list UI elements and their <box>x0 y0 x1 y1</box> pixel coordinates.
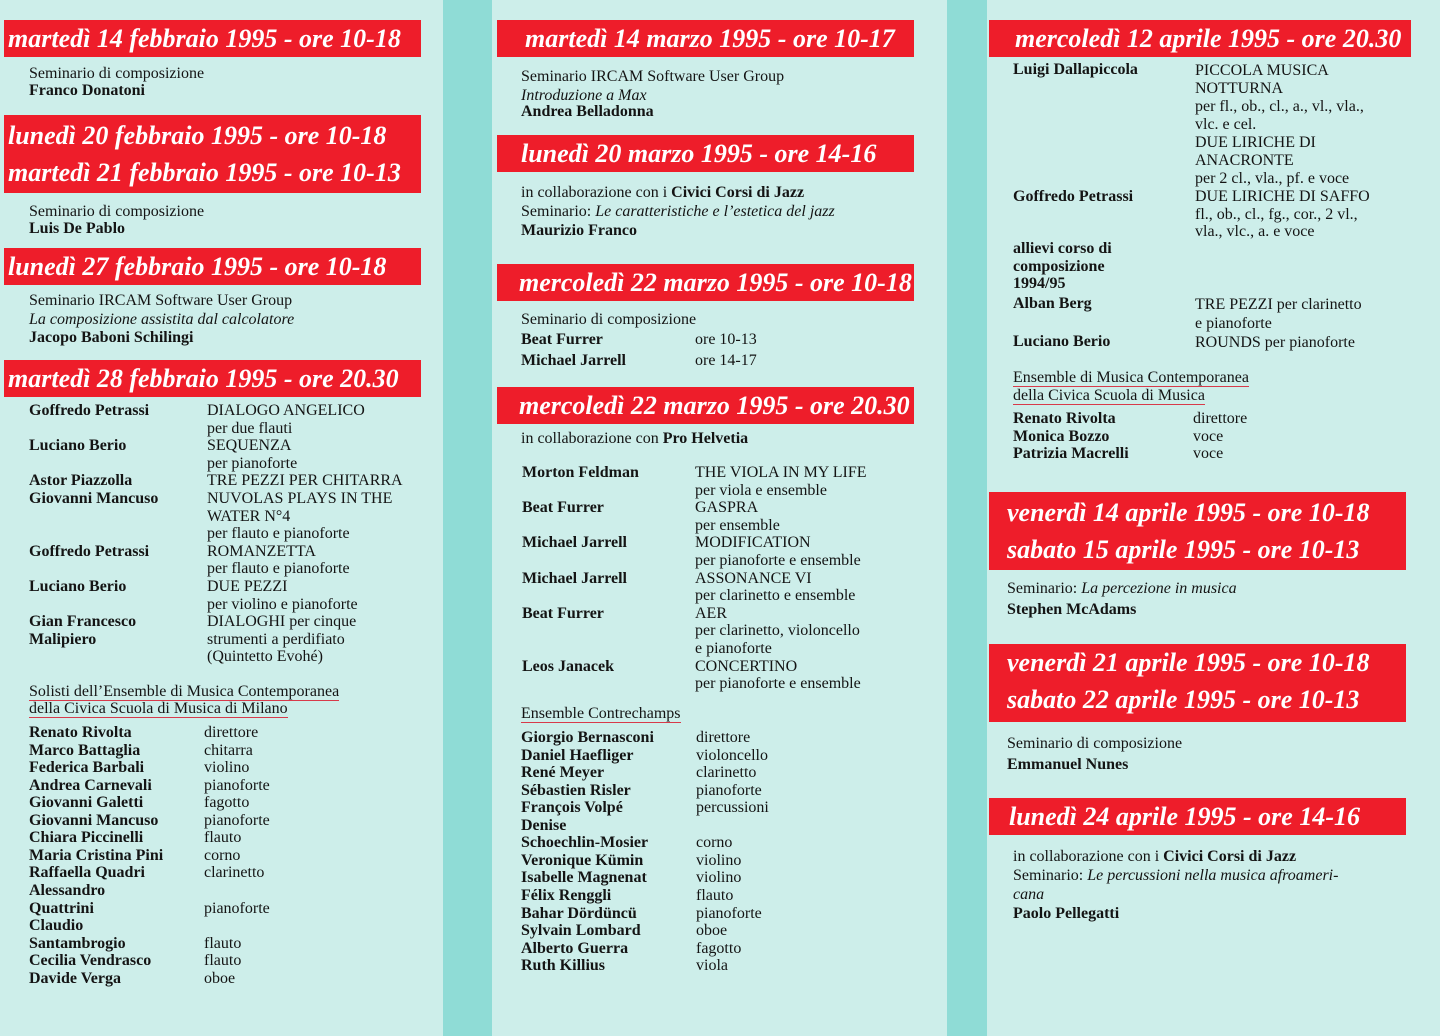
work-title: per viola e ensemble <box>695 481 827 499</box>
composer-name: Malipiero <box>29 630 97 648</box>
ensemble-line: della Civica Scuola di Musica <box>1013 387 1205 404</box>
work-title: SEQUENZA <box>207 437 292 455</box>
work-title: ROUNDS per pianoforte <box>1195 334 1355 351</box>
work-title: ANACRONTE <box>1195 152 1294 169</box>
performer-role: percussioni <box>696 799 769 817</box>
performer-role: direttore <box>1193 410 1248 427</box>
work-title: PICCOLA MUSICA <box>1195 62 1329 79</box>
seminar-type: Seminario IRCAM Software User Group <box>29 292 293 309</box>
seminar-topic: La percezione in musica <box>1081 580 1237 597</box>
composer-name: Goffredo Petrassi <box>1013 188 1134 205</box>
composer-name: Morton Feldman <box>522 464 639 481</box>
performer-name: Federica Barbali <box>29 759 145 777</box>
ensemble-name <box>29 683 339 701</box>
performer-role: flauto <box>696 886 734 904</box>
composer-name: Luciano Berio <box>29 578 127 595</box>
performer-name: Sébastien Risler <box>521 781 631 799</box>
date-line: sabato 15 aprile 1995 - ore 10-13 <box>1007 535 1360 564</box>
performer-role: pianoforte <box>204 776 270 794</box>
work-title: NOTTURNA <box>1195 80 1283 97</box>
collab-org: Civici Corsi di Jazz <box>671 184 805 201</box>
date-banner <box>989 644 1406 722</box>
performer-name: Renato Rivolta <box>29 724 132 741</box>
work-title: DUE LIRICHE DI SAFFO <box>1195 188 1370 205</box>
seminar-topic-line <box>1007 580 1237 598</box>
performer-name: Davide Verga <box>29 969 121 987</box>
performer-role: violino <box>204 759 250 777</box>
seminar-prefix: Seminario: <box>521 203 596 220</box>
work-title: per 2 cl., vla., pf. e voce <box>1195 170 1350 187</box>
performer-role: pianoforte <box>204 811 270 829</box>
seminar-prefix: Seminario: <box>1013 867 1088 884</box>
lecturer-name: Paolo Pellegatti <box>1013 905 1120 922</box>
work-title: per pianoforte e ensemble <box>695 675 861 693</box>
collaboration-line <box>521 430 748 448</box>
work-title: per clarinetto e ensemble <box>695 587 856 605</box>
date-banner: lunedì 20 marzo 1995 - ore 14-16 <box>497 135 914 172</box>
date-banner: mercoledì 12 aprile 1995 - ore 20.30 <box>989 20 1411 57</box>
performer-role: voce <box>1193 427 1224 445</box>
students-line: 1994/95 <box>1013 275 1066 292</box>
performer-role: chitarra <box>204 741 253 759</box>
composer-name: Leos Janacek <box>522 657 614 675</box>
work-title: vlc. e cel. <box>1195 116 1257 133</box>
work-title: DIALOGHI per cinque <box>207 613 357 631</box>
work-title: strumenti a perdifiato <box>207 630 345 648</box>
performer-name: François Volpé <box>521 799 623 817</box>
seminar-topic-line <box>521 203 835 221</box>
performer-name: Quattrini <box>29 899 94 917</box>
composer-name: Astor Piazzolla <box>29 472 133 490</box>
performer-name: Cecilia Vendrasco <box>29 952 152 970</box>
performer-name: Giorgio Bernasconi <box>521 729 654 746</box>
fold-rail-2 <box>947 0 987 1036</box>
performer-name: Renato Rivolta <box>1013 410 1116 427</box>
students-line: allievi corso di <box>1013 240 1112 257</box>
work-title: ASSONANCE VI <box>695 569 812 587</box>
performer-role: direttore <box>696 729 751 746</box>
composer-name: Michael Jarrell <box>522 534 627 552</box>
seminar-type: Seminario di composizione <box>29 203 205 220</box>
performer-name: Marco Battaglia <box>29 741 141 759</box>
lecturer-name: Stephen McAdams <box>1007 601 1137 618</box>
performer-name: Alberto Guerra <box>521 939 629 957</box>
performer-role: oboe <box>204 969 236 987</box>
work-title: CONCERTINO <box>695 657 798 675</box>
composer-name: Goffredo Petrassi <box>29 542 150 560</box>
date-banner: martedì 14 marzo 1995 - ore 10-17 <box>497 20 914 57</box>
performer-role: fagotto <box>204 794 250 812</box>
work-title: per fl., ob., cl., a., vl., vla., <box>1195 98 1364 115</box>
ensemble-name <box>1013 387 1205 405</box>
work-title: per flauto e pianoforte <box>207 560 350 578</box>
work-title: per violino e pianoforte <box>207 595 358 613</box>
work-title: AER <box>695 604 727 622</box>
performer-role: violino <box>696 869 742 887</box>
collab-text: in collaborazione con i <box>1013 848 1164 865</box>
performer-role: oboe <box>696 922 728 940</box>
seminar-type: Seminario di composizione <box>1007 735 1183 752</box>
collab-text: in collaborazione con i <box>521 184 672 201</box>
seminar-type: Seminario di composizione <box>521 311 697 328</box>
performer-name: René Meyer <box>521 764 605 782</box>
composer-name: Luciano Berio <box>29 437 127 455</box>
work-title: NUVOLAS PLAYS IN THE <box>207 490 393 507</box>
performer-role: violoncello <box>696 746 768 764</box>
date-banner: mercoledì 22 marzo 1995 - ore 20.30 <box>497 387 914 424</box>
performer-role: corno <box>204 846 241 864</box>
lecturer-name: Emmanuel Nunes <box>1007 756 1129 773</box>
date-line: lunedì 20 febbraio 1995 - ore 10-18 <box>8 121 387 150</box>
performer-name: Ruth Killius <box>521 957 606 975</box>
work-title: MODIFICATION <box>695 534 811 552</box>
date-line: venerdì 14 aprile 1995 - ore 10-18 <box>1007 498 1370 527</box>
lecturer-name: Jacopo Baboni Schilingi <box>29 329 194 346</box>
ensemble-name <box>29 700 288 718</box>
seminar-topic: Le caratteristiche e l’estetica del jazz <box>595 203 835 220</box>
performer-name: Raffaella Quadri <box>29 864 145 882</box>
fold-rail-1 <box>443 0 492 1036</box>
work-title: THE VIOLA IN MY LIFE <box>695 464 867 481</box>
seminar-topic-line <box>1013 867 1338 885</box>
performer-role: viola <box>696 957 728 975</box>
lecturer-name: Michael Jarrell <box>521 352 626 369</box>
performer-name: Schoechlin-Mosier <box>521 834 649 852</box>
date-line: martedì 21 febbraio 1995 - ore 10-13 <box>8 158 401 187</box>
seminar-prefix: Seminario: <box>1007 580 1082 597</box>
date-banner: mercoledì 22 marzo 1995 - ore 10-18 <box>497 264 914 301</box>
work-title: ROMANZETTA <box>207 542 316 560</box>
performer-role: pianoforte <box>696 904 762 922</box>
work-title: TRE PEZZI per clarinetto <box>1195 296 1362 313</box>
ensemble-line: della Civica Scuola di Musica di Milano <box>29 700 288 717</box>
performer-name: Patrizia Macrelli <box>1013 445 1129 462</box>
performer-name: Chiara Piccinelli <box>29 829 144 847</box>
composer-name: Michael Jarrell <box>522 569 627 587</box>
work-title: GASPRA <box>695 499 759 517</box>
work-title: per flauto e pianoforte <box>207 525 350 543</box>
collab-org: Civici Corsi di Jazz <box>1163 848 1297 865</box>
performer-role: pianoforte <box>204 899 270 917</box>
work-title: per pianoforte <box>207 454 298 472</box>
work-title: per clarinetto, violoncello <box>695 622 860 640</box>
collab-text: in collaborazione con <box>521 430 663 447</box>
date-banner <box>989 492 1406 570</box>
students-line: composizione <box>1013 257 1105 275</box>
date-line: venerdì 21 aprile 1995 - ore 10-18 <box>1007 648 1370 677</box>
performer-name: Bahar Dördüncü <box>521 904 637 922</box>
composer-name: Beat Furrer <box>522 604 604 622</box>
work-title: fl., ob., cl., fg., cor., 2 vl., <box>1195 205 1358 223</box>
seminar-topic: cana <box>1013 886 1045 903</box>
seminar-topic: Le percussioni nella musica afroameri- <box>1087 867 1339 884</box>
work-title: DIALOGO ANGELICO <box>207 402 365 419</box>
performer-name: Félix Renggli <box>521 886 612 904</box>
performer-role: flauto <box>204 829 242 847</box>
performer-role: violino <box>696 851 742 869</box>
session-time: ore 14-17 <box>695 352 757 369</box>
work-title: e pianoforte <box>1195 315 1272 332</box>
performer-name: Denise <box>521 816 567 834</box>
collaboration-line <box>1013 848 1296 866</box>
lecturer-name: Luis De Pablo <box>29 220 126 237</box>
performer-name: Andrea Carnevali <box>29 776 152 794</box>
date-banner <box>4 115 421 193</box>
composer-name: Goffredo Petrassi <box>29 402 150 419</box>
composer-name: Luciano Berio <box>1013 333 1111 350</box>
seminar-type: Seminario di composizione <box>29 65 205 82</box>
performer-name: Alessandro <box>29 881 106 899</box>
performer-role: flauto <box>204 952 242 970</box>
seminar-topic: Introduzione a Max <box>521 87 647 104</box>
lecturer-name: Beat Furrer <box>521 331 603 348</box>
performer-name: Isabelle Magnenat <box>521 869 647 887</box>
performer-name: Giovanni Galetti <box>29 794 144 812</box>
collab-org: Pro Helvetia <box>662 430 749 447</box>
work-title: per pianoforte e ensemble <box>695 552 861 569</box>
composer-name: Luigi Dallapiccola <box>1013 61 1138 78</box>
performer-name: Veronique Kümin <box>521 851 644 869</box>
performer-role: flauto <box>204 934 242 952</box>
composer-name: Beat Furrer <box>522 499 604 517</box>
performer-role: clarinetto <box>204 864 265 882</box>
performer-role: direttore <box>204 724 259 741</box>
performer-name: Monica Bozzo <box>1013 427 1110 445</box>
collaboration-line <box>521 184 804 202</box>
performer-role: voce <box>1193 445 1224 462</box>
work-title: DUE PEZZI <box>207 578 288 595</box>
performer-role: corno <box>696 834 733 852</box>
composer-name: Giovanni Mancuso <box>29 490 159 507</box>
performer-name: Giovanni Mancuso <box>29 811 159 829</box>
work-title: e pianoforte <box>695 640 772 657</box>
performer-name: Maria Cristina Pini <box>29 846 164 864</box>
work-title: per ensemble <box>695 516 780 534</box>
date-line: sabato 22 aprile 1995 - ore 10-13 <box>1007 685 1360 714</box>
ensemble-name <box>1013 369 1249 387</box>
performer-name: Claudio <box>29 917 84 935</box>
date-banner: lunedì 27 febbraio 1995 - ore 10-18 <box>4 248 421 285</box>
performer-role: fagotto <box>696 939 742 957</box>
ensemble-name <box>521 705 681 723</box>
session-time: ore 10-13 <box>695 331 757 348</box>
performer-role: pianoforte <box>696 781 762 799</box>
performer-name: Sylvain Lombard <box>521 922 641 940</box>
work-title: (Quintetto Evohé) <box>207 648 323 666</box>
lecturer-name: Andrea Belladonna <box>521 103 654 120</box>
ensemble-line: Ensemble Contrechamps <box>521 705 681 722</box>
work-title: DUE LIRICHE DI <box>1195 134 1316 151</box>
ensemble-line: Solisti dell’Ensemble di Musica Contemporanea <box>29 683 340 700</box>
lecturer-name: Maurizio Franco <box>521 222 637 239</box>
seminar-topic: La composizione assistita dal calcolatore <box>29 311 295 328</box>
ensemble-line: Ensemble di Musica Contemporanea <box>1013 369 1249 386</box>
date-banner: martedì 28 febbraio 1995 - ore 20.30 <box>4 360 421 397</box>
performer-role: clarinetto <box>696 764 757 782</box>
performer-name: Daniel Haefliger <box>521 746 634 764</box>
composer-name: Gian Francesco <box>29 613 137 631</box>
work-title: vla., vlc., a. e voce <box>1195 223 1315 241</box>
seminar-type: Seminario IRCAM Software User Group <box>521 68 785 85</box>
lecturer-name: Franco Donatoni <box>29 82 145 99</box>
work-title: WATER N°4 <box>207 507 291 525</box>
performer-name: Santambrogio <box>29 934 126 952</box>
date-banner: martedì 14 febbraio 1995 - ore 10-18 <box>4 20 421 57</box>
work-title: TRE PEZZI PER CHITARRA <box>207 472 403 490</box>
work-title: per due flauti <box>207 419 293 437</box>
date-banner: lunedì 24 aprile 1995 - ore 14-16 <box>989 798 1406 835</box>
composer-name: Alban Berg <box>1013 295 1092 312</box>
